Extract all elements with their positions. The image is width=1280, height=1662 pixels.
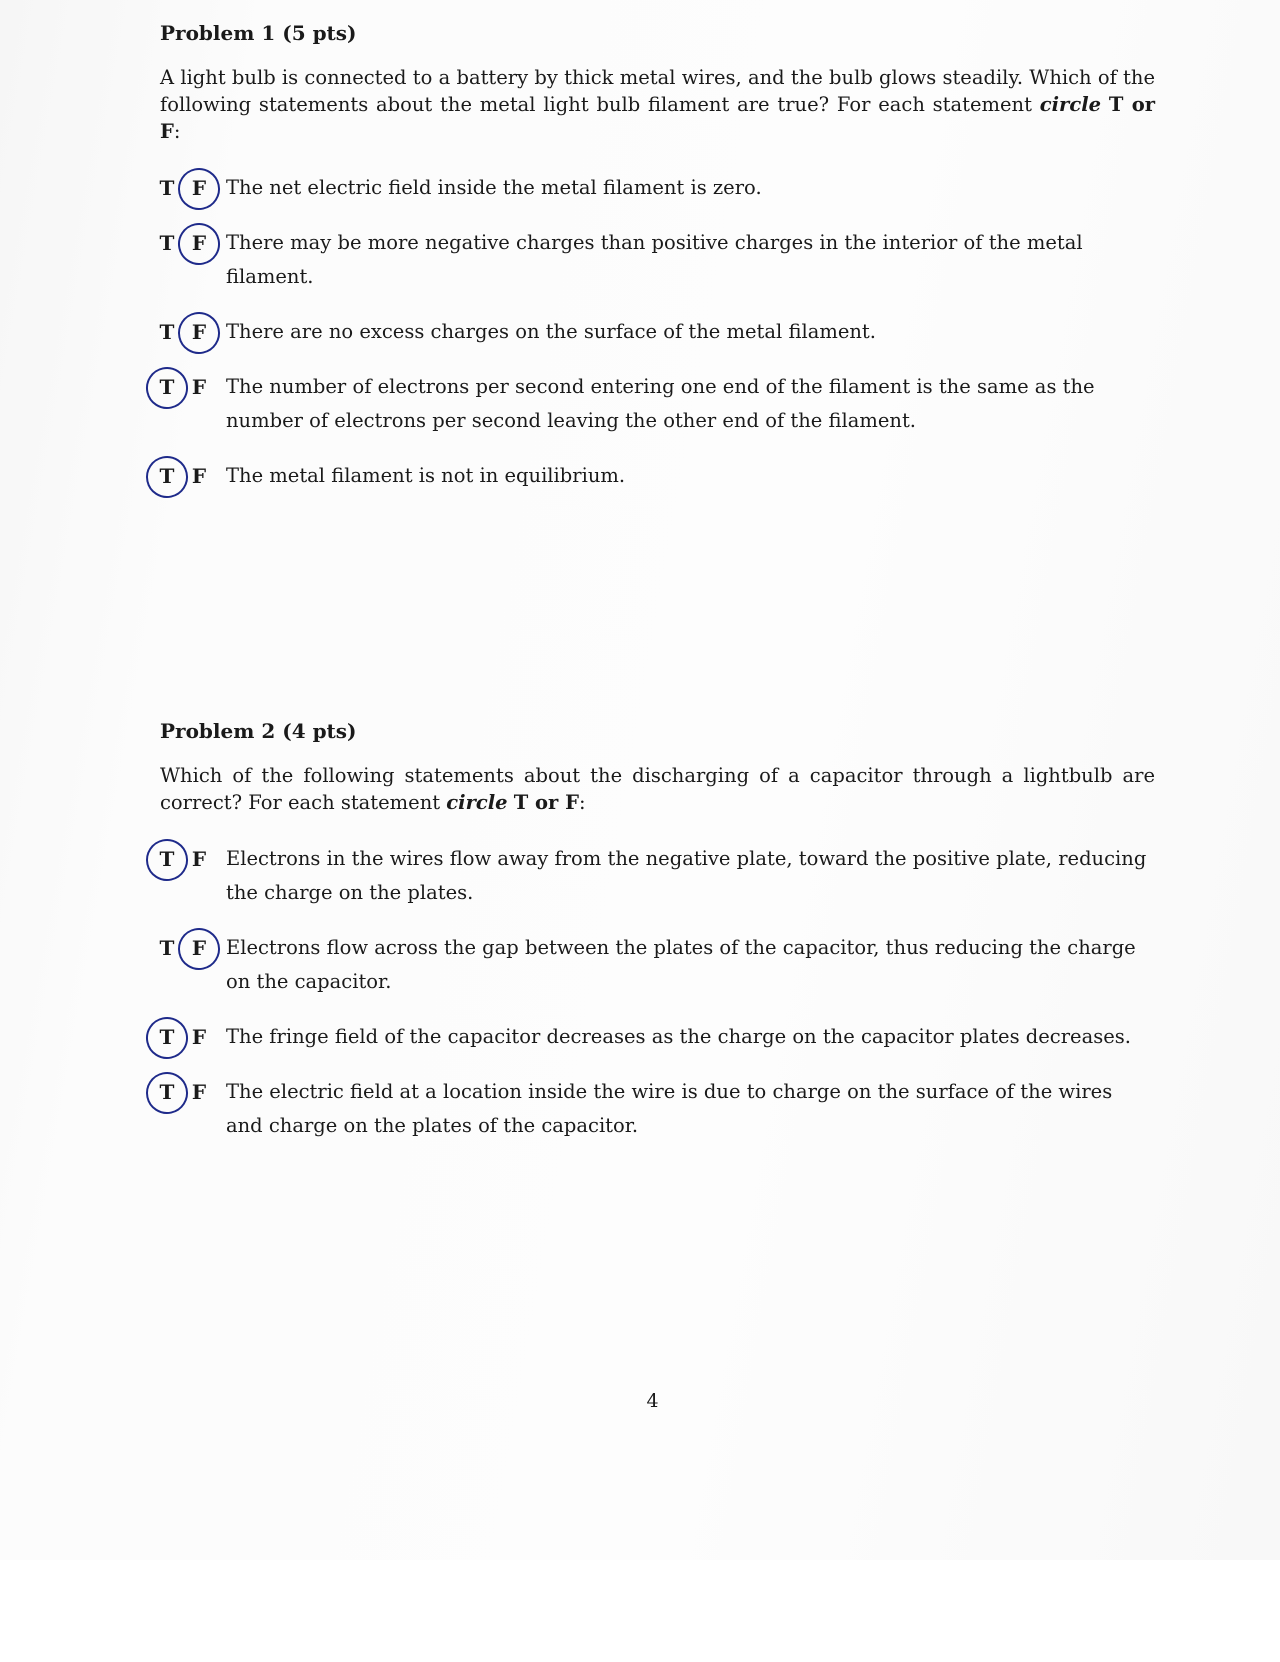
statement-item [160,226,1155,294]
true-option[interactable]: T [156,459,178,493]
statement-text: Electrons flow across the gap between the plates of the capacitor, thus reducing the charge on the capacitor. [226,936,1136,993]
statement-item [160,315,1155,349]
false-option[interactable]: F [191,847,207,871]
statement-text: The metal filament is not in equilibrium. [226,464,626,487]
statement-item [160,931,1155,999]
problem-1-statements [160,171,1155,493]
page-number: 4 [646,1390,659,1412]
statement-text: There are no excess charges on the surface of the metal filament. [226,320,876,343]
false-option[interactable]: F [188,931,210,965]
statement-text: Electrons in the wires flow away from the negative plate, toward the positive plate, reducing the charge on the plates. [226,847,1147,904]
statement-text: The net electric field inside the metal filament is zero. [226,176,762,199]
problem-2-heading: Problem 2 (4 pts) [160,719,357,743]
false-option[interactable]: F [191,375,207,399]
true-option[interactable]: T [156,842,178,876]
problem-2 [160,716,1155,1164]
problem-2-intro: Which of the following statements about the discharging of a capacitor through a lightbulb are correct? For each statement circle T or F: [160,764,1155,814]
statement-text: The electric field at a location inside the wire is due to charge on the surface of the wires and charge on the plates of the capacitor. [226,1080,1113,1137]
statement-text: The fringe field of the capacitor decreases as the charge on the capacitor plates decreases. [226,1025,1131,1048]
problem-1 [160,18,1155,514]
statement-item [160,842,1155,910]
problem-1-heading: Problem 1 (5 pts) [160,21,357,45]
false-option[interactable]: F [188,226,210,260]
true-option[interactable]: T [159,176,175,200]
statement-item [160,1020,1155,1054]
problem-2-statements [160,842,1155,1143]
false-option[interactable]: F [188,171,210,205]
false-option[interactable]: F [191,1080,207,1104]
true-option[interactable]: T [159,320,175,344]
statement-item [160,171,1155,205]
true-option[interactable]: T [159,936,175,960]
statement-text: The number of electrons per second entering one end of the filament is the same as the number of electrons per second leaving the other end of the filament. [226,375,1095,432]
statement-text: There may be more negative charges than positive charges in the interior of the metal filament. [226,231,1083,288]
false-option[interactable]: F [188,315,210,349]
statement-item [160,370,1155,438]
true-option[interactable]: T [156,1075,178,1109]
statement-item [160,459,1155,493]
true-option[interactable]: T [156,370,178,404]
true-option[interactable]: T [159,231,175,255]
statement-item [160,1075,1155,1143]
false-option[interactable]: F [191,464,207,488]
problem-1-intro: A light bulb is connected to a battery by thick metal wires, and the bulb glows steadily. Which of the following statements about the metal light bulb filament are true? For each statement circle T or F: [160,66,1156,143]
true-option[interactable]: T [156,1020,178,1054]
false-option[interactable]: F [191,1025,207,1049]
